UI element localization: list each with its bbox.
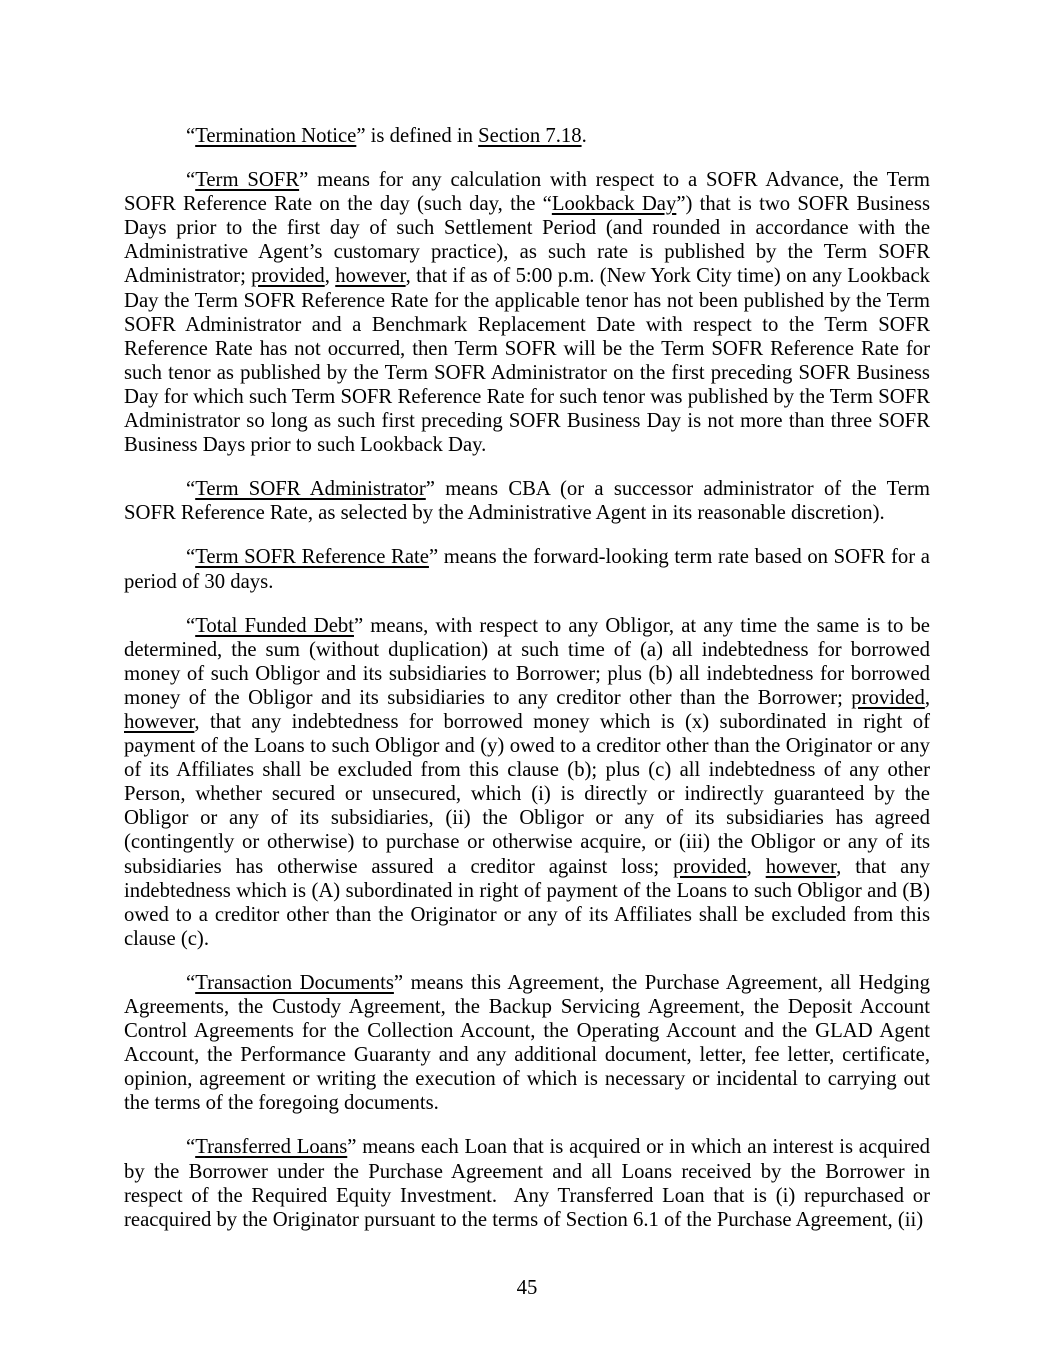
defined-term: provided [251,265,325,288]
paragraph [124,168,930,457]
paragraph-text: , [746,855,766,878]
defined-term: Lookback Day [551,193,677,216]
paragraph [124,477,930,525]
paragraph-text: ” means each Loan that is acquired or in which an interest is acquired by the Borrower under the Purchase Agreement and all Loans received by the Borrower in respect of the Required Equity Investment. Any Transferred Loan that is (i) repurchased or reacquired by the Originator pursuant to the terms of Section 6.1 of the Purchase Agreement, (ii) [124,1136,930,1231]
page-number: 45 [516,1277,538,1299]
defined-term: Term SOFR Administrator [195,478,426,501]
defined-term: Transferred Loans [195,1136,348,1159]
defined-term: however [765,855,837,878]
paragraph-text: “ [186,478,196,501]
paragraph-text: “ [186,169,196,192]
paragraph-text: , that if as of 5:00 p.m. (New York City time) on any Lookback Day the Term SOFR Reference Rate for the applicable tenor has not been published by the Term SOFR Administrator and a Benchmark Replacement Date with respect to the Term SOFR Reference Rate has not occurred, then Term SOFR will be the Term SOFR Reference Rate for such tenor as published by the Term SOFR Administrator on the first preceding SOFR Business Day for which such Term SOFR Reference Rate for such tenor was published by the Term SOFR Administrator so long as such first preceding SOFR Business Day is not more than three SOFR Business Days prior to such Lookback Day. [124,265,931,457]
paragraph-text: , that any indebtedness for borrowed money which is (x) subordinated in right of payment of the Loans to such Obligor and (y) owed to a creditor other than the Originator or any of its Affiliates shall be excluded from this clause (b); plus (c) all indebtedness of any other Person, whether secured or unsecured, which (i) is directly or indirectly guaranteed by the Obligor or any of its subsidiaries, (ii) the Obligor or any of its subsidiaries has agreed (contingently or otherwise) to purchase or otherwise acquire, or (iii) the Obligor or any of its subsidiaries has otherwise assured a creditor against loss; [124,710,930,878]
paragraph-text: ” means CBA (or a successor administrator of the Term SOFR Reference Rate, as selected by the Administrative Agent in its reasonable discretion). [124,478,930,525]
paragraph-text: ” means the forward-looking term rate based on SOFR for a period of 30 days. [124,546,930,593]
paragraph [124,545,930,593]
defined-term: provided [673,855,747,878]
defined-term: Total Funded Debt [195,614,354,637]
defined-term: however [335,265,406,288]
paragraph-text: , that any indebtedness which is (A) subordinated in right of payment of the Loans to such Obligor and (B) owed to a creditor other than the Originator or any of its Affiliates shall be excluded from this clause (c). [124,855,930,950]
defined-term: Transaction Documents [195,971,394,994]
paragraph-text: , [324,265,336,288]
paragraph [124,614,930,951]
paragraph-text: . [581,125,587,147]
paragraph-text: “ [186,971,196,994]
defined-term: Termination Notice [195,125,357,147]
paragraph-text: ” means for any calculation with respect to a SOFR Advance, the Term SOFR Reference Rate on the day (such day, the “ [124,169,930,216]
paragraph-text: , [924,686,930,709]
paragraph-text: ”) that is two SOFR Business Days prior to the first day of such Settlement Period (and rounded in accordance with the Administrative Agent’s customary practice), as such rate is published by the Term SOFR Administrator; [124,193,930,288]
defined-term: however [124,710,195,733]
paragraph-text: “ [186,125,196,147]
paragraph [124,1135,930,1231]
defined-term: provided [851,686,925,709]
paragraph-text: “ [186,614,196,637]
document-body [124,124,930,1252]
paragraph-text: “ [186,546,196,569]
paragraph-text: ” means, with respect to any Obligor, at any time the same is to be determined, the sum (without duplication) at such time of (a) all indebtedness for borrowed money of such Obligor and its subsidiaries to Borrower; plus (b) all indebtedness for borrowed money of the Obligor and its subsidiaries to any creditor other than the Borrower; [124,614,930,709]
paragraph-text: ” means this Agreement, the Purchase Agreement, all Hedging Agreements, the Custody Agreement, the Backup Servicing Agreement, the Deposit Account Control Agreements for the Collection Account, the Operating Account and the GLAD Agent Account, the Performance Guaranty and any additional document, letter, fee letter, certificate, opinion, agreement or writing the execution of which is necessary or incidental to carrying out the terms of the foregoing documents. [124,971,930,1115]
defined-term: Term SOFR [195,169,300,192]
defined-term: Section 7.18 [478,125,582,147]
defined-term: Term SOFR Reference Rate [195,546,429,569]
paragraph-text: “ [186,1136,196,1159]
paragraph-text: ” is defined in [356,125,479,147]
paragraph [124,971,930,1116]
paragraph [124,124,930,148]
